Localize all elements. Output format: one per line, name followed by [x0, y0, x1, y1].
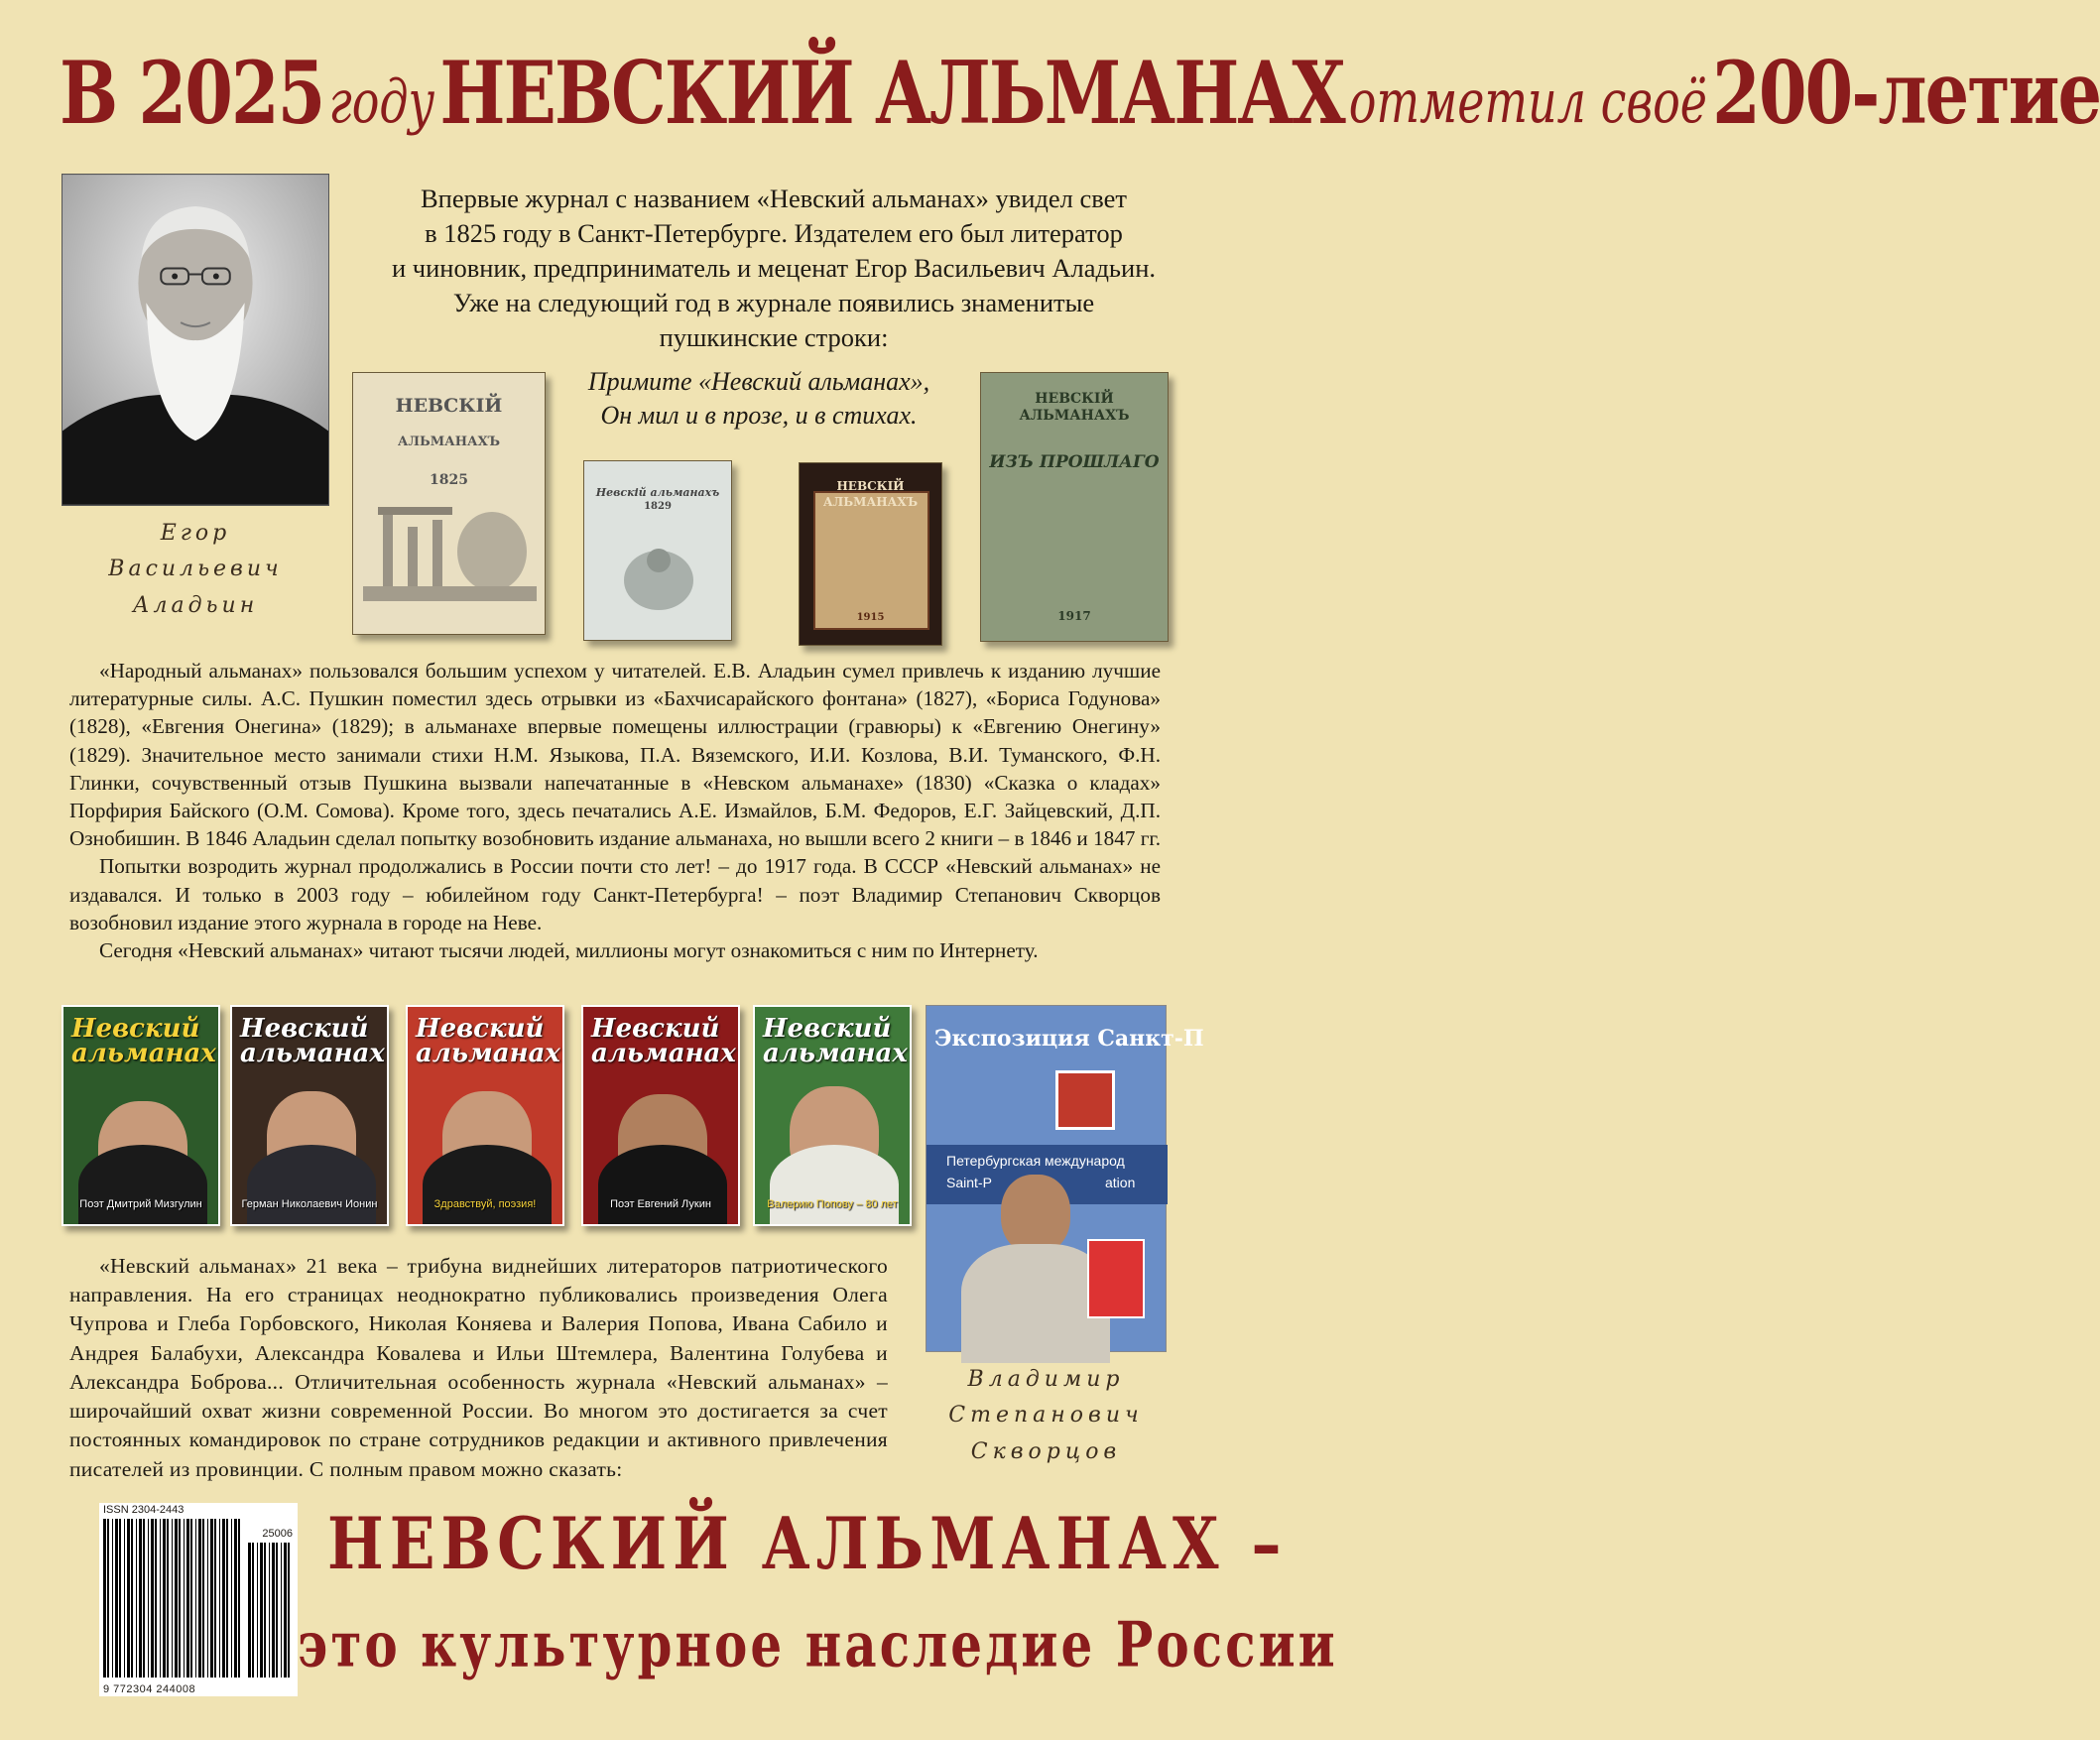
- book-1825: [352, 372, 546, 635]
- book-cover-plate: [813, 491, 929, 630]
- barcode-bar: [139, 1519, 142, 1678]
- photo-caption-line: Скворцов: [970, 1438, 1122, 1464]
- barcode-bar: [281, 1543, 282, 1678]
- poem-line: Примите «Невский альманах»,: [587, 367, 930, 396]
- barcode-bar: [160, 1519, 161, 1678]
- book-subtitle: 1829: [644, 501, 672, 512]
- page-title: [60, 41, 2100, 145]
- barcode-bar: [234, 1519, 237, 1678]
- history-paragraph: «Народный альманах» пользовался большим успехом у читателей. Е.В. Аладьин сумел привлечь к изданию лучшие литературные силы. А.С. Пушкин поместил здесь отрывки из «Бахчисарайского фонтана» (1827), «Бориса Годунова» (1828), «Евгения Онегина» (1829); в альманахе впервые помещены иллюстрации (гравюры) к «Евгению Онегину» (1829). Значительное место занимали стихи Н.М. Языкова, П.А. Вяземского, И.И. Козлова, В.И. Туманского, Ф.Н. Глинки, сочувственный отзыв Пушкина вызвали напечатанные в «Невском альманахе» (1830) «Сказка о кладах» Порфирия Байского (О.М. Сомова). Кроме того, здесь печатались А.Е. Измайлов, Б.М. Федоров, Е.Г. Зайцевский, Д.П. Ознобишин. В 1846 Аладьин сделал попытку возобновить издание альманаха, но вышли всего 2 книги – в 1846 и 1847 гг.: [69, 659, 1162, 851]
- modern-cover: [230, 1005, 389, 1226]
- barcode-bar: [276, 1543, 278, 1678]
- book-title: НЕВСКІЙ: [395, 395, 503, 417]
- cover-figure: [598, 1145, 727, 1224]
- photo-skvortsov: [926, 1005, 1204, 1352]
- cover-subtitle: Валерию Попову – 80 лет: [767, 1198, 898, 1210]
- title-part-4: отметил своё: [1348, 65, 1708, 137]
- cover-figure: [423, 1145, 552, 1224]
- barcode-bar: [131, 1519, 133, 1678]
- barcode-bar: [175, 1519, 178, 1678]
- barcode-bar: [198, 1519, 201, 1678]
- cover-figure: [247, 1145, 376, 1224]
- barcode-bar: [136, 1519, 137, 1678]
- barcode-bar: [257, 1543, 258, 1678]
- barcode-bar: [195, 1519, 196, 1678]
- title-part-5: 200-летие: [1712, 41, 2100, 145]
- barcode-bar: [222, 1519, 225, 1678]
- intro-line: пушкинские строки:: [659, 321, 889, 352]
- portrait-aladin: [62, 174, 329, 506]
- photo-caption: [926, 1362, 1167, 1470]
- barcode-bar: [190, 1519, 192, 1678]
- modern-cover: [753, 1005, 912, 1226]
- modern-cover: [581, 1005, 740, 1226]
- emblem-icon: [1055, 1070, 1115, 1130]
- book-subtitle: АЛЬМАНАХЪ: [822, 495, 919, 509]
- barcode-bar: [112, 1519, 113, 1678]
- barcode-addon-bars: [248, 1543, 293, 1678]
- barcode-bars: [103, 1519, 242, 1678]
- cover-title: Невский альманах: [416, 1014, 560, 1068]
- intro-line: и чиновник, предприниматель и меценат Егор Васильевич Аладьин.: [391, 252, 1157, 283]
- barcode-bar: [107, 1519, 109, 1678]
- slogan-line-2: это культурное наследие России: [298, 1607, 1338, 1681]
- book-title: Невскій альманахъ: [595, 486, 720, 499]
- barcode-bar: [115, 1519, 118, 1678]
- barcode-bar: [119, 1519, 121, 1678]
- intro-line: в 1825 году в Санкт-Петербурге. Издателем его был литератор: [425, 217, 1123, 248]
- barcode-bar: [124, 1519, 125, 1678]
- barcode-bar: [210, 1519, 213, 1678]
- barcode-bar: [186, 1519, 189, 1678]
- barcode-bar: [238, 1519, 240, 1678]
- cover-subtitle: Поэт Дмитрий Мизгулин: [79, 1198, 202, 1210]
- photo-magazine: [1087, 1239, 1145, 1318]
- barcode: [99, 1503, 298, 1696]
- barcode-bar: [214, 1519, 216, 1678]
- barcode-bar: [184, 1519, 185, 1678]
- intro-text: [357, 182, 1190, 355]
- barcode-bar: [202, 1519, 204, 1678]
- modern-cover: [62, 1005, 220, 1226]
- cover-subtitle: Поэт Евгений Лукин: [610, 1198, 711, 1210]
- barcode-bar: [260, 1543, 263, 1678]
- barcode-bar: [288, 1543, 290, 1678]
- barcode-bar: [127, 1519, 130, 1678]
- barcode-bar: [252, 1543, 254, 1678]
- book-year: 1915: [856, 612, 885, 623]
- modern-paragraph: «Невский альманах» 21 века – трибуна виднейших литераторов патриотического направления. На его страницах неоднократно публиковались произведения Олега Чупрова и Глеба Горбовского, Николая Коняева и Валерия Попова, Ивана Сабило и Андрея Балабухи, Александра Ковалева и Ильи Штемлера, Валентина Голубева и Александра Боброва... Отличительная особенность журнала «Невский альманах» – широчайший охват жизни современной России. Во многом это достигается за счет постоянных командировок по стране сотрудников редакции и активного привлечения писателей из провинции. С полным правом можно сказать:: [69, 1254, 888, 1481]
- barcode-bar: [155, 1519, 157, 1678]
- cover-figure: [78, 1145, 207, 1224]
- barcode-bar: [272, 1543, 275, 1678]
- photo-banner: Экспозиция Санкт-П: [934, 1026, 1204, 1052]
- photo-stand-text: Saint-P: [946, 1175, 992, 1190]
- cover-subtitle: Здравствуй, поэзия!: [433, 1198, 537, 1210]
- barcode-bar: [231, 1519, 232, 1678]
- barcode-bar: [264, 1543, 266, 1678]
- barcode-number: 9 772304 244008: [103, 1683, 196, 1695]
- barcode-bar: [207, 1519, 208, 1678]
- vignette-image: [614, 531, 703, 620]
- barcode-bar: [226, 1519, 228, 1678]
- book-year: 1917: [1057, 609, 1091, 623]
- portrait-caption-line: Егор: [160, 521, 231, 546]
- history-paragraph: Сегодня «Невский альманах» читают тысячи людей, миллионы могут ознакомиться с ним по Интернету.: [99, 937, 1039, 962]
- poem-line: Он мил и в прозе, и в стихах.: [600, 401, 918, 431]
- book-title: НЕВСКІЙ АЛЬМАНАХЪ: [1019, 391, 1130, 424]
- cover-title: Невский альманах: [591, 1014, 736, 1068]
- cover-title: Невский альманах: [763, 1014, 908, 1068]
- barcode-bar: [219, 1519, 220, 1678]
- slogan-line-1: НЕВСКИЙ АЛЬМАНАХ –: [327, 1503, 1288, 1586]
- title-part-3: НЕВСКИЙ АЛЬМАНАХ: [439, 41, 1344, 145]
- history-paragraph: Попытки возродить журнал продолжались в России почти сто лет! – до 1917 года. В СССР «Невский альманах» не издавался. И только в 2003 году – юбилейном году Санкт-Петербурга! – поэт Владимир Степанович Скворцов возобновил издание этого журнала в городе на Неве.: [69, 854, 1161, 934]
- barcode-bar: [151, 1519, 154, 1678]
- barcode-addon: 25006: [262, 1528, 293, 1540]
- barcode-bar: [163, 1519, 166, 1678]
- barcode-bar: [248, 1543, 251, 1678]
- pushkin-quote: [551, 365, 967, 434]
- title-part-2: году: [328, 65, 435, 137]
- cover-title: Невский альманах: [240, 1014, 385, 1068]
- barcode-bar: [284, 1543, 287, 1678]
- book-1917: [980, 372, 1169, 642]
- portrait-caption-line: Васильевич: [108, 557, 283, 582]
- cover-title: Невский альманах: [71, 1014, 216, 1068]
- book-1915: [799, 462, 942, 646]
- barcode-bar: [172, 1519, 173, 1678]
- book-year: 1825: [430, 472, 468, 488]
- barcode-bar: [143, 1519, 145, 1678]
- modern-text: [69, 1252, 888, 1484]
- intro-line: Впервые журнал с названием «Невский альманах» увидел свет: [420, 184, 1127, 213]
- cover-figure: [770, 1145, 899, 1224]
- photo-caption-line: Владимир: [967, 1367, 1125, 1392]
- issn-label: ISSN 2304-2443: [103, 1504, 185, 1516]
- barcode-bar: [179, 1519, 181, 1678]
- book-1829: [583, 460, 732, 641]
- photo-stand-text: Петербургская международ: [946, 1153, 1125, 1169]
- photo-caption-line: Степанович: [948, 1403, 1144, 1429]
- barcode-bar: [103, 1519, 106, 1678]
- barcode-bar: [148, 1519, 149, 1678]
- book-subtitle: АЛЬМАНАХЪ: [397, 435, 501, 449]
- modern-cover: [406, 1005, 564, 1226]
- history-text: [69, 657, 1161, 964]
- photo-stand-text: ation: [1105, 1175, 1136, 1190]
- portrait-image: [62, 175, 328, 505]
- ruins-engraving: [363, 492, 537, 601]
- photo-face: [1001, 1175, 1070, 1254]
- title-part-1: В 2025: [60, 41, 324, 145]
- portrait-caption-line: Аладьин: [132, 592, 259, 618]
- barcode-bar: [167, 1519, 169, 1678]
- cover-subtitle: Герман Николаевич Ионин: [241, 1198, 378, 1210]
- intro-line: Уже на следующий год в журнале появились знаменитые: [452, 287, 1095, 317]
- book-title: НЕВСКІЙ: [836, 479, 905, 493]
- barcode-bar: [269, 1543, 270, 1678]
- book-subtitle: ИЗЪ ПРОШЛАГО: [989, 452, 1160, 472]
- portrait-caption: [62, 516, 329, 624]
